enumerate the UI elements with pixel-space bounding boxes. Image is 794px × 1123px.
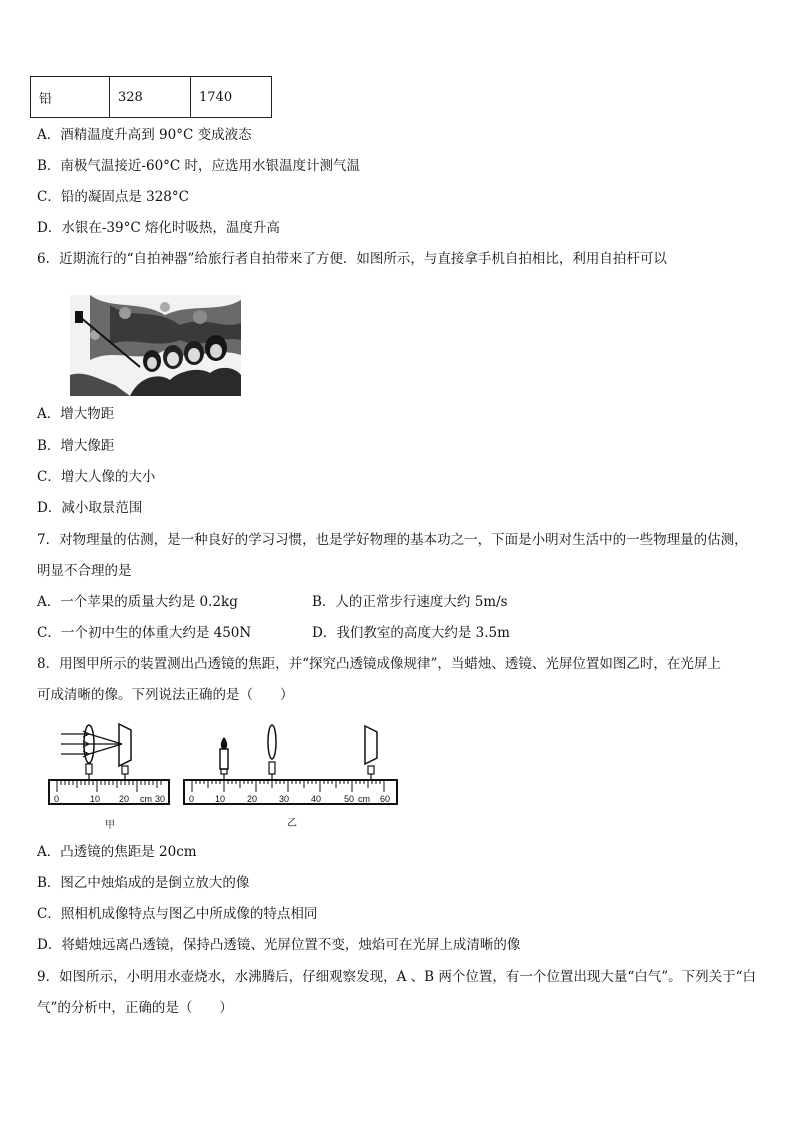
q6-option-d: D．减小取景范围 xyxy=(37,500,143,516)
ruler-yi-tick-40: 40 xyxy=(311,794,322,804)
melting-point-table xyxy=(30,76,272,118)
q6-option-c: C．增大人像的大小 xyxy=(37,469,156,485)
q7-stem-line1: 7．对物理量的估测，是一种良好的学习习惯，也是学好物理的基本功之一，下面是小明对生活中的一些物理量的估测， xyxy=(37,532,748,548)
selfie-stick-photo xyxy=(70,295,241,396)
q8-option-c: C．照相机成像特点与图乙中所成像的特点相同 xyxy=(37,906,318,922)
ruler-yi-tick-50: 50 xyxy=(344,794,355,804)
q7-option-a: A．一个苹果的质量大约是 0.2kg xyxy=(37,594,238,610)
table-cell-boiling-point: 1740 xyxy=(191,77,272,118)
q5-option-a: A．酒精温度升高到 90°C 变成液态 xyxy=(37,127,252,143)
table-row xyxy=(31,77,272,118)
lens-experiment-figure xyxy=(47,718,399,836)
ruler-jia-tick-0: 0 xyxy=(54,794,60,804)
ruler-yi-unit: cm xyxy=(358,794,370,804)
ruler-jia-tick-30: 30 xyxy=(155,794,166,804)
ruler-jia-tick-20: 20 xyxy=(119,794,130,804)
ruler-yi-tick-10: 10 xyxy=(215,794,226,804)
ruler-jia xyxy=(49,780,169,804)
q5-option-b: B．南极气温接近-60°C 时，应选用水银温度计测气温 xyxy=(37,158,361,174)
table-cell-substance: 铅 xyxy=(31,77,110,118)
ruler-jia-tick-10: 10 xyxy=(90,794,101,804)
setup-jia xyxy=(61,724,131,780)
q6-option-b: B．增大像距 xyxy=(37,438,115,454)
ruler-yi-tick-20: 20 xyxy=(247,794,258,804)
ruler-jia-unit: cm xyxy=(140,794,152,804)
ruler-yi-tick-60: 60 xyxy=(380,794,391,804)
ruler-yi-tick-0: 0 xyxy=(189,794,195,804)
q8-stem-line1: 8．用图甲所示的装置测出凸透镜的焦距，并“探究凸透镜成像规律”，当蜡烛、透镜、光屏位置如图乙时，在光屏上 xyxy=(37,656,721,672)
q6-stem: 6．近期流行的“自拍神器”给旅行者自拍带来了方便．如图所示，与直接拿手机自拍相比，利用自拍杆可以 xyxy=(37,251,667,267)
q9-stem-line2: 气”的分析中，正确的是（ ） xyxy=(37,1000,233,1016)
figure-label-yi: 乙 xyxy=(287,818,297,829)
figure-label-jia: 甲 xyxy=(105,820,115,831)
ruler-yi-tick-30: 30 xyxy=(279,794,290,804)
q8-option-a: A．凸透镜的焦距是 20cm xyxy=(37,844,197,860)
q9-stem-line1: 9．如图所示，小明用水壶烧水，水沸腾后，仔细观察发现，A 、B 两个位置，有一个位置出现大量“白气”。下列关于“白 xyxy=(37,969,757,985)
setup-yi xyxy=(220,725,377,780)
q7-option-b: B．人的正常步行速度大约 5m/s xyxy=(312,594,508,610)
q8-option-b: B．图乙中烛焰成的是倒立放大的像 xyxy=(37,875,250,891)
q6-option-a: A．增大物距 xyxy=(37,406,115,422)
q8-option-d: D．将蜡烛远离凸透镜，保持凸透镜、光屏位置不变，烛焰可在光屏上成清晰的像 xyxy=(37,937,521,953)
ruler-yi xyxy=(184,780,397,804)
q5-option-c: C．铅的凝固点是 328°C xyxy=(37,189,189,205)
q5-option-d: D．水银在-39°C 熔化时吸热，温度升高 xyxy=(37,220,280,236)
q7-stem-line2: 明显不合理的是 xyxy=(37,563,132,579)
q8-stem-line2: 可成清晰的像。下列说法正确的是（ ） xyxy=(37,687,294,703)
q7-option-d: D．我们教室的高度大约是 3.5m xyxy=(312,625,510,641)
table-cell-melting-point: 328 xyxy=(110,77,191,118)
q7-option-c: C．一个初中生的体重大约是 450N xyxy=(37,625,252,641)
